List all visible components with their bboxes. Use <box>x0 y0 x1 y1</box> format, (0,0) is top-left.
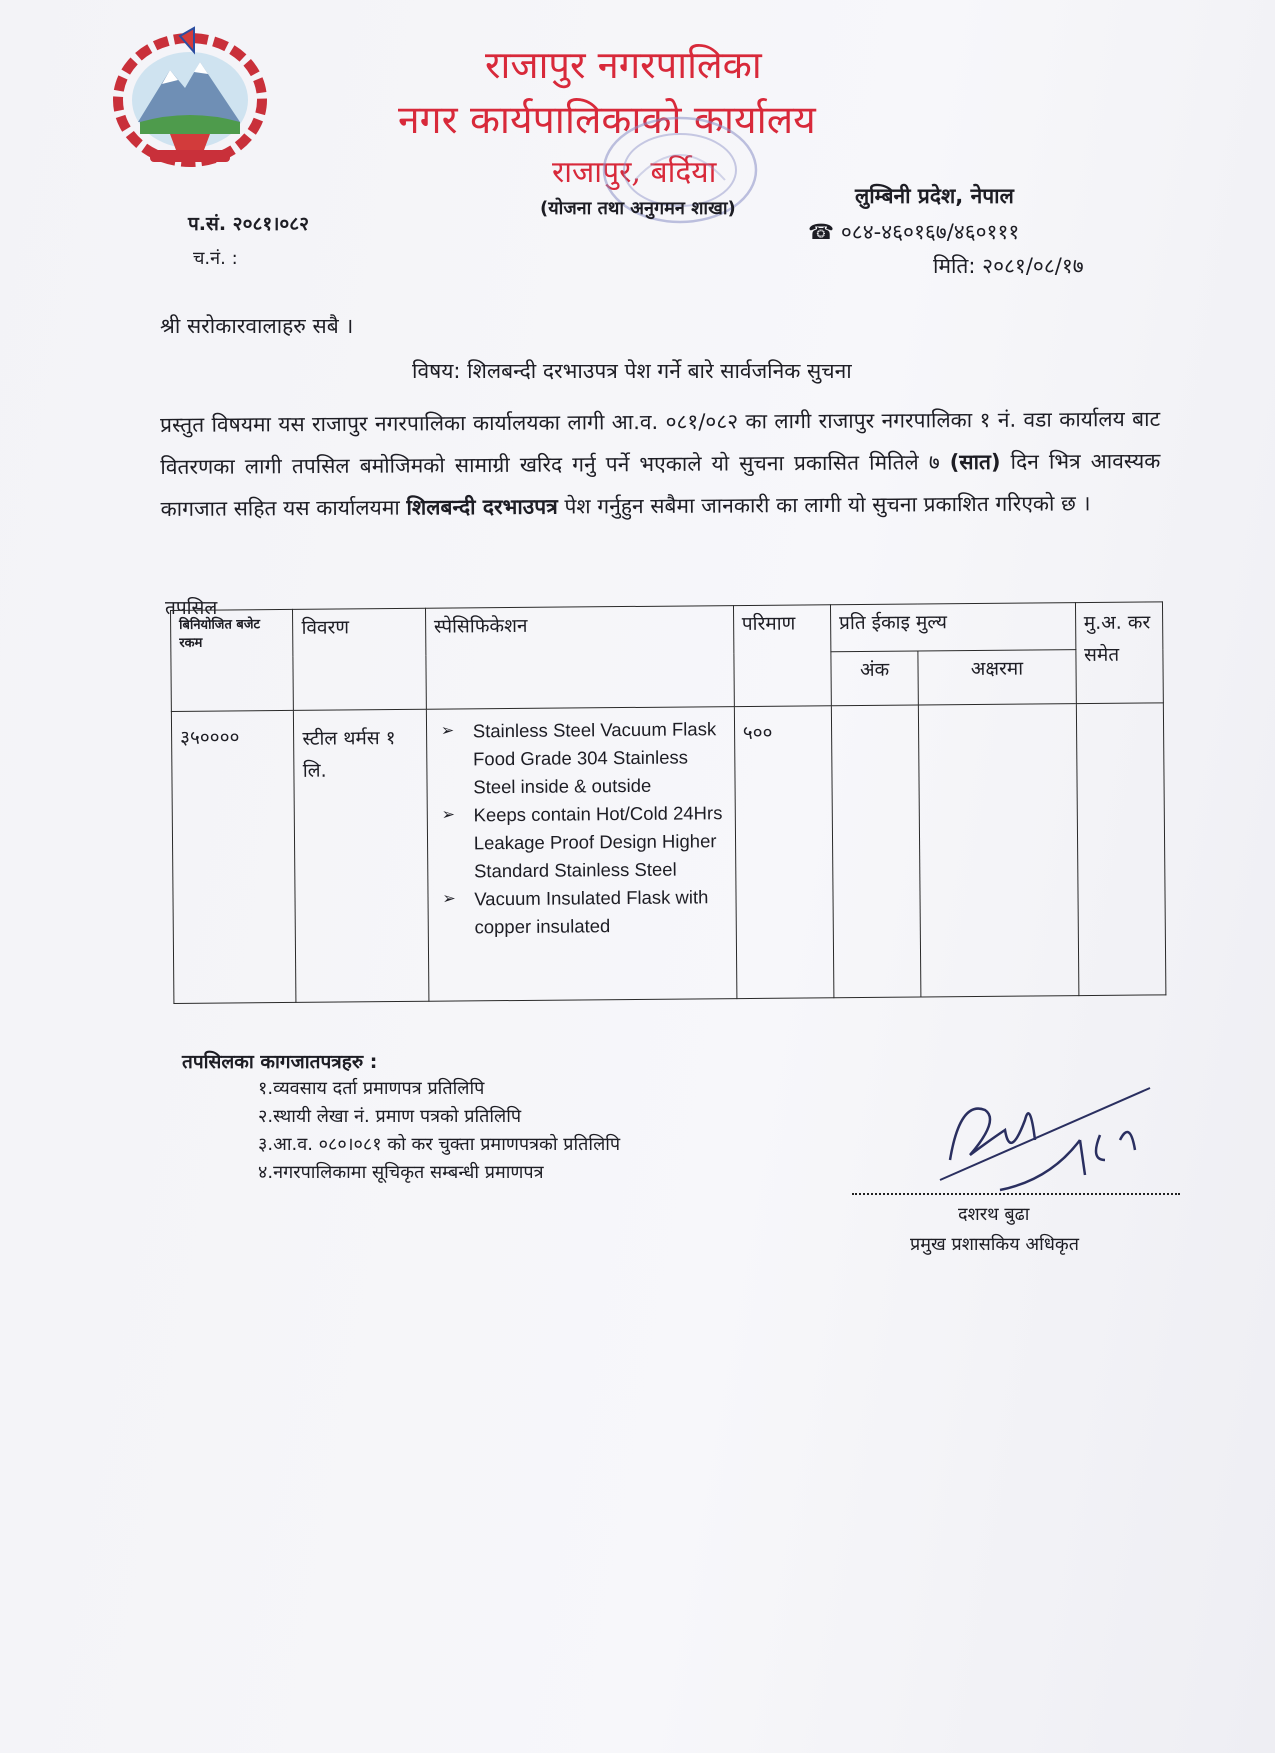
branch-name: (योजना तथा अनुगमन शाखा) <box>540 198 736 219</box>
tender-table <box>170 601 1166 1004</box>
body-text-3: पेश गर्नुहुन सबैमा जानकारी का लागी यो सुचना प्रकाशित गरिएको छ । <box>557 491 1091 519</box>
list-item: १.व्यवसाय दर्ता प्रमाणपत्र प्रतिलिपि <box>258 1078 485 1099</box>
arrow-bullet-icon: ➢ <box>440 722 455 740</box>
table-caption: तपसिल <box>165 597 218 619</box>
header-quantity: परिमाण <box>733 605 831 707</box>
issue-date: मिति: २०८१/०८/१७ <box>933 254 1084 278</box>
phone-icon: ☎ <box>808 220 835 244</box>
spec-item: ➢ Vacuum Insulated Flask with copper insulated <box>442 886 709 938</box>
phone-numbers <box>808 218 1019 246</box>
municipality-name: राजापुर नगरपालिका <box>485 43 762 87</box>
header-in-figures: अंक <box>831 651 919 706</box>
cell-quantity: ५०० <box>734 706 834 999</box>
body-text-2: दिन भित्र आवस्यक कागजात सहित यस कार्यालयमा <box>160 448 1161 521</box>
signature-line <box>852 1193 1180 1195</box>
table-row <box>171 703 1166 1004</box>
signatory-title: प्रमुख प्रशासकिय अधिकृत <box>910 1234 1079 1255</box>
cell-in-figures <box>831 705 921 998</box>
arrow-bullet-icon: ➢ <box>441 806 456 824</box>
province-name: लुम्बिनी प्रदेश, नेपाल <box>855 184 1014 208</box>
documents-title: तपसिलका कागजातपत्रहरु : <box>182 1051 378 1073</box>
cell-vat <box>1076 703 1166 996</box>
arrow-bullet-icon: ➢ <box>442 890 456 908</box>
header-budget: बिनियोजित बजेट रकम <box>171 609 294 711</box>
list-item: २.स्थायी लेखा नं. प्रमाण पत्रको प्रतिलिपि <box>258 1106 522 1127</box>
body-bold-days: (सात) <box>949 449 1001 475</box>
list-item: ३.आ.व. ०८०।०८१ को कर चुक्ता प्रमाणपत्रको प्रतिलिपि <box>258 1134 621 1155</box>
notice-body <box>160 398 1161 530</box>
cell-in-words <box>919 704 1079 997</box>
body-bold-tender: शिलबन्दी दरभाउपत्र <box>406 494 558 520</box>
header-in-words: अक्षरमा <box>918 650 1076 705</box>
addressee: श्री सरोकारवालाहरु सबै । <box>160 314 354 338</box>
dispatch-number: च.नं. : <box>193 248 238 269</box>
header-specification: स्पेसिफिकेशन <box>425 606 734 710</box>
signature-icon <box>930 1080 1170 1210</box>
subject-line: विषय: शिलबन्दी दरभाउपत्र पेश गर्ने बारे सार्वजनिक सुचना <box>412 359 852 383</box>
spec-item: ➢ Stainless Steel Vacuum Flask Food Grade 304 Stainless Steel inside & outside <box>440 718 717 798</box>
body-text-1: प्रस्तुत विषयमा यस राजापुर नगरपालिका कार्यालयका लागी आ.व. ०८१/०८२ का लागी राजापुर नगरपालिका १ नं. वडा कार्यालय बाट वितरणका लागी तपसिल बमोजिमको सामाग्री खरिद गर्नु पर्ने भएकाले यो सुचना प्रकासित मितिले ७ <box>160 406 1161 479</box>
header-unit-price: प्रति ईकाइ मुल्य <box>830 603 1075 652</box>
list-item: ४.नगरपालिकामा सूचिकृत सम्बन्धी प्रमाणपत्र <box>258 1162 544 1183</box>
spec-item: ➢ Keeps contain Hot/Cold 24Hrs Leakage Proof Design Higher Standard Stainless Steel <box>441 802 723 882</box>
reference-number: प.सं. २०८१।०८२ <box>188 213 310 235</box>
cell-specification <box>426 707 736 1002</box>
header-vat: मु.अ. कर समेत <box>1075 602 1163 704</box>
nepal-emblem-icon <box>100 22 280 172</box>
office-location: राजापुर, बर्दिया <box>552 155 717 190</box>
office-name: नगर कार्यपालिकाको कार्यालय <box>398 98 816 143</box>
documents-list <box>258 1075 620 1187</box>
phone-number-text: ०८४-४६०१६७/४६०१११ <box>840 220 1020 244</box>
cell-budget: ३५०००० <box>171 710 296 1003</box>
signatory-name: दशरथ बुढा <box>958 1204 1030 1225</box>
header-description: विवरण <box>293 608 426 710</box>
spec-list <box>435 715 728 942</box>
cell-description: स्टील थर्मस १ लि. <box>294 709 429 1002</box>
